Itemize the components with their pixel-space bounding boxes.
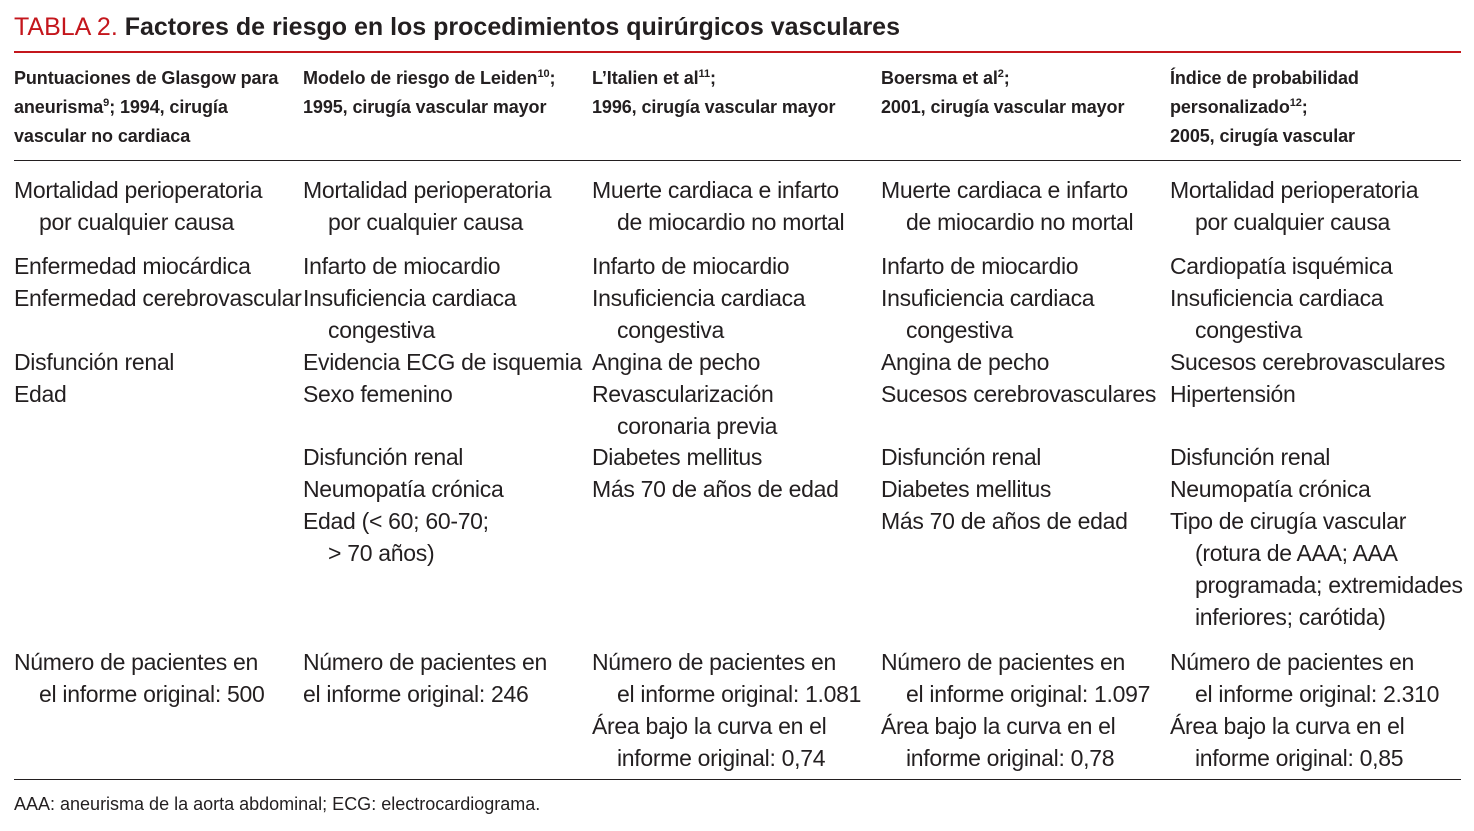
cell-line: Número de pacientes en [592,649,836,675]
cell-line: Número de pacientes en [14,649,258,675]
stats-cell [1170,646,1470,774]
cell-line: Sucesos cerebrovasculares [881,381,1157,407]
cell-line: Insuficiencia cardiaca [592,285,806,311]
cell-line: inferiores; carótida) [1195,604,1386,630]
cell-line: Área bajo la curva en el [592,713,827,739]
bottom-rule [14,779,1461,780]
column-header-text: Índice de probabilidad [1170,68,1359,88]
column-header-line [592,93,877,122]
outcome-cell [881,174,1166,238]
cell-line: Revascularización [592,381,774,407]
factors-2-cell [303,441,588,569]
cell-line: el informe original: 500 [39,681,265,707]
column-header [881,64,1166,122]
table-number: TABLA 2. [14,13,118,41]
cell-line: el informe original: 1.097 [906,681,1151,707]
cell-line: Sucesos cerebrovasculares [1170,349,1446,375]
outcome-cell [14,174,299,238]
cell-line: Cardiopatía isquémica [1170,253,1393,279]
cell-line: congestiva [1195,317,1302,343]
table-title [14,10,900,44]
column-header-text: vascular no cardiaca [14,126,191,146]
reference-superscript: 2 [997,68,1004,80]
cell-line: Disfunción renal [1170,444,1331,470]
column-header-line [881,64,1166,93]
cell-line: Diabetes mellitus [592,444,763,470]
factors-1-cell [14,250,302,410]
cell-line: el informe original: 246 [303,681,529,707]
cell-line: > 70 años) [328,540,435,566]
cell-line: de miocardio no mortal [617,209,845,235]
column-header [14,64,299,151]
column-header-line [592,64,877,93]
cell-line: Insuficiencia cardiaca [1170,285,1384,311]
cell-line: Disfunción renal [881,444,1042,470]
cell-line: Mortalidad perioperatoria [1170,177,1419,203]
column-header-text: 2001, cirugía vascular mayor [881,97,1125,117]
reference-superscript: 9 [103,97,110,109]
cell-line: Número de pacientes en [881,649,1125,675]
cell-line: Número de pacientes en [303,649,547,675]
footnote: AAA: aneurisma de la aorta abdominal; ECG: electrocardiograma. [14,794,541,814]
column-header-text: ; 1994, cirugía [109,97,228,117]
column-header [1170,64,1470,151]
cell-line: informe original: 0,78 [906,745,1115,771]
cell-line: Neumopatía crónica [303,476,504,502]
cell-line: Muerte cardiaca e infarto [592,177,839,203]
factors-2-cell [881,441,1166,537]
column-header-text: Boersma et al [881,68,998,88]
column-header-line [303,93,588,122]
cell-line: (rotura de AAA; AAA [1195,540,1398,566]
cell-line: Número de pacientes en [1170,649,1414,675]
reference-superscript: 10 [537,68,550,80]
cell-line: el informe original: 2.310 [1195,681,1440,707]
cell-line: por cualquier causa [39,209,235,235]
column-header-text: ; [1301,97,1308,117]
factors-1-cell [881,250,1166,410]
cell-line: Neumopatía crónica [1170,476,1371,502]
column-header-line [1170,93,1470,122]
cell-line: coronaria previa [617,413,778,439]
top-rule [14,51,1461,53]
factors-2-cell [592,441,877,505]
column-header-line [1170,122,1470,151]
cell-line: Tipo de cirugía vascular [1170,508,1407,534]
cell-line: informe original: 0,85 [1195,745,1404,771]
cell-line [14,314,299,346]
reference-superscript: 12 [1289,97,1302,109]
column-header-text: L’Italien et al [592,68,699,88]
column-header-text: Modelo de riesgo de Leiden [303,68,538,88]
column-header-line [303,64,588,93]
cell-line: congestiva [617,317,724,343]
cell-line: Insuficiencia cardiaca [881,285,1095,311]
header-rule [14,160,1461,161]
column-header-text: ; [1003,68,1010,88]
column-header-line [14,64,299,93]
column-header-text: 1996, cirugía vascular mayor [592,97,836,117]
column-header-text: ; [549,68,556,88]
cell-line: Evidencia ECG de isquemia [303,349,582,375]
stats-cell [881,646,1166,774]
table-caption: Factores de riesgo en los procedimientos quirúrgicos vasculares [124,13,900,41]
cell-line: de miocardio no mortal [906,209,1134,235]
column-header-text: 2005, cirugía vascular [1170,126,1355,146]
cell-line: Más 70 de años de edad [881,508,1128,534]
column-header-line [1170,64,1470,93]
column-header [303,64,588,122]
cell-line: Insuficiencia cardiaca [303,285,517,311]
cell-line: Disfunción renal [14,349,175,375]
cell-line: Muerte cardiaca e infarto [881,177,1128,203]
factors-1-cell [303,250,588,410]
outcome-cell [1170,174,1470,238]
factors-1-cell [1170,250,1470,410]
stats-cell [303,646,588,710]
cell-line: Mortalidad perioperatoria [14,177,263,203]
cell-line: Más 70 de años de edad [592,476,839,502]
outcome-cell [592,174,877,238]
column-header-line [14,93,299,122]
stats-cell [592,646,877,774]
cell-line: Disfunción renal [303,444,464,470]
factors-2-cell [1170,441,1470,633]
column-header-line [881,93,1166,122]
cell-line: Diabetes mellitus [881,476,1052,502]
cell-line: Angina de pecho [881,349,1050,375]
column-header-text: personalizado [1170,97,1290,117]
column-header-text: 1995, cirugía vascular mayor [303,97,547,117]
cell-line: Angina de pecho [592,349,761,375]
stats-cell [14,646,299,710]
cell-line: informe original: 0,74 [617,745,826,771]
cell-line: Área bajo la curva en el [1170,713,1405,739]
column-header [592,64,877,122]
cell-line: programada; extremidades [1195,572,1463,598]
cell-line: Mortalidad perioperatoria [303,177,552,203]
cell-line: por cualquier causa [1195,209,1391,235]
cell-line: Enfermedad cerebrovascular [14,285,302,311]
reference-superscript: 11 [698,68,710,80]
outcome-cell [303,174,588,238]
cell-line: Edad (< 60; 60-70; [303,508,489,534]
cell-line: Infarto de miocardio [592,253,790,279]
cell-line: Área bajo la curva en el [881,713,1116,739]
cell-line: el informe original: 1.081 [617,681,862,707]
column-header-line [14,122,299,151]
cell-line: Enfermedad miocárdica [14,253,251,279]
factors-1-cell [592,250,877,442]
column-header-text: Puntuaciones de Glasgow para [14,68,279,88]
cell-line: Infarto de miocardio [881,253,1079,279]
cell-line: Sexo femenino [303,381,453,407]
cell-line: Infarto de miocardio [303,253,501,279]
cell-line: congestiva [906,317,1013,343]
column-header-text: aneurisma [14,97,104,117]
cell-line: Hipertensión [1170,381,1296,407]
cell-line: congestiva [328,317,435,343]
column-header-text: ; [709,68,716,88]
cell-line: Edad [14,381,67,407]
cell-line: por cualquier causa [328,209,524,235]
